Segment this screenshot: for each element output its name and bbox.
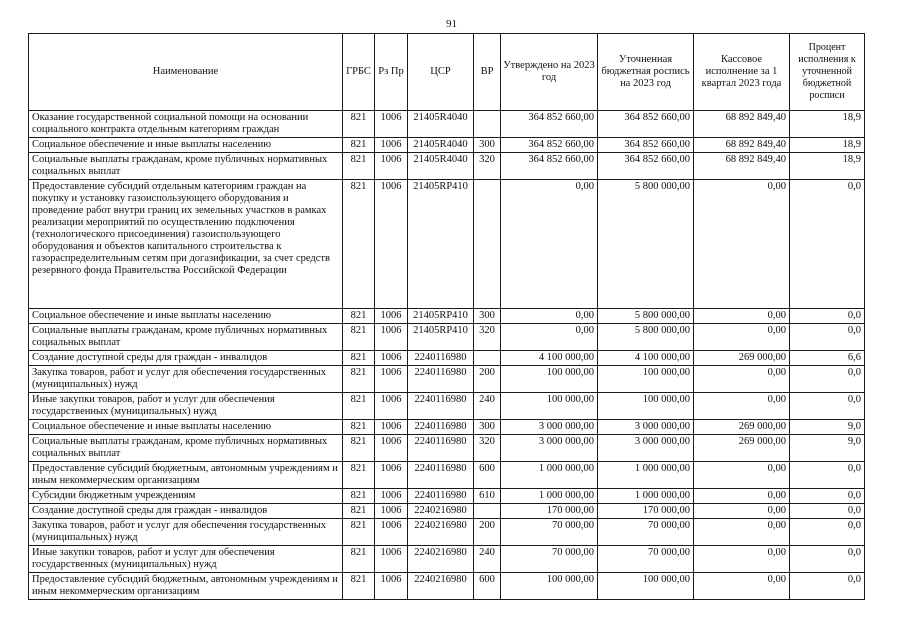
row-csr: 21405RP410 <box>408 180 474 309</box>
row-percent: 18,9 <box>790 111 865 138</box>
row-percent: 0,0 <box>790 366 865 393</box>
row-rzpr: 1006 <box>375 153 408 180</box>
row-approved: 364 852 660,00 <box>501 138 598 153</box>
row-cash: 0,00 <box>694 366 790 393</box>
row-grbs: 821 <box>343 393 375 420</box>
row-rzpr: 1006 <box>375 180 408 309</box>
row-refined: 364 852 660,00 <box>598 138 694 153</box>
table-row <box>29 435 865 462</box>
row-approved: 0,00 <box>501 324 598 351</box>
row-grbs: 821 <box>343 462 375 489</box>
row-vr: 320 <box>474 435 501 462</box>
row-name: Предоставление субсидий отдельным категориям граждан на покупку и установку газоиспользующего оборудования и проведение работ внутри границ их земельных участков в рамках реализации мероприятий по осуществлению подключения (технологического присоединения) газоиспользующего оборудования и объектов капитального строительства к газораспределительным сетям при догазификации, за счет средств резервного фонда Правительства Российской Федерации <box>29 180 343 309</box>
row-approved: 1 000 000,00 <box>501 489 598 504</box>
row-name: Субсидии бюджетным учреждениям <box>29 489 343 504</box>
row-refined: 5 800 000,00 <box>598 309 694 324</box>
row-csr: 2240116980 <box>408 462 474 489</box>
row-rzpr: 1006 <box>375 324 408 351</box>
row-grbs: 821 <box>343 138 375 153</box>
row-percent: 18,9 <box>790 153 865 180</box>
row-csr: 2240116980 <box>408 393 474 420</box>
row-percent: 0,0 <box>790 546 865 573</box>
row-grbs: 821 <box>343 309 375 324</box>
header-row <box>29 34 865 111</box>
row-vr: 200 <box>474 366 501 393</box>
header-rzpr: Рз Пр <box>375 34 408 111</box>
row-name: Иные закупки товаров, работ и услуг для обеспечения государственных (муниципальных) нужд <box>29 393 343 420</box>
row-csr: 2240116980 <box>408 435 474 462</box>
header-vr: ВР <box>474 34 501 111</box>
row-name: Закупка товаров, работ и услуг для обеспечения государственных (муниципальных) нужд <box>29 366 343 393</box>
row-cash: 0,00 <box>694 324 790 351</box>
header-percent: Процент исполнения к уточненной бюджетной росписи <box>790 34 865 111</box>
row-name: Социальное обеспечение и иные выплаты населению <box>29 309 343 324</box>
table-row <box>29 351 865 366</box>
row-name: Социальное обеспечение и иные выплаты населению <box>29 138 343 153</box>
row-approved: 100 000,00 <box>501 393 598 420</box>
row-csr: 2240216980 <box>408 573 474 600</box>
row-grbs: 821 <box>343 111 375 138</box>
row-cash: 0,00 <box>694 462 790 489</box>
row-vr: 200 <box>474 519 501 546</box>
row-grbs: 821 <box>343 351 375 366</box>
row-name: Социальное обеспечение и иные выплаты населению <box>29 420 343 435</box>
row-percent: 18,9 <box>790 138 865 153</box>
row-vr <box>474 351 501 366</box>
row-approved: 4 100 000,00 <box>501 351 598 366</box>
row-rzpr: 1006 <box>375 111 408 138</box>
table-row <box>29 393 865 420</box>
row-cash: 269 000,00 <box>694 351 790 366</box>
row-refined: 100 000,00 <box>598 366 694 393</box>
row-grbs: 821 <box>343 420 375 435</box>
row-approved: 364 852 660,00 <box>501 111 598 138</box>
row-name: Предоставление субсидий бюджетным, автономным учреждениям и иным некоммерческим организациям <box>29 573 343 600</box>
row-name: Оказание государственной социальной помощи на основании социального контракта отдельным категориям граждан <box>29 111 343 138</box>
row-approved: 170 000,00 <box>501 504 598 519</box>
page-number: 91 <box>446 18 457 30</box>
row-rzpr: 1006 <box>375 309 408 324</box>
row-refined: 1 000 000,00 <box>598 462 694 489</box>
row-cash: 68 892 849,40 <box>694 138 790 153</box>
row-percent: 9,0 <box>790 435 865 462</box>
row-vr <box>474 111 501 138</box>
header-cash: Кассовое исполнение за 1 квартал 2023 года <box>694 34 790 111</box>
row-vr: 240 <box>474 546 501 573</box>
row-grbs: 821 <box>343 504 375 519</box>
header-grbs: ГРБС <box>343 34 375 111</box>
row-csr: 21405R4040 <box>408 138 474 153</box>
table-row <box>29 111 865 138</box>
row-grbs: 821 <box>343 435 375 462</box>
header-refined: Уточненная бюджетная роспись на 2023 год <box>598 34 694 111</box>
row-percent: 0,0 <box>790 393 865 420</box>
row-vr: 300 <box>474 138 501 153</box>
row-rzpr: 1006 <box>375 489 408 504</box>
row-rzpr: 1006 <box>375 519 408 546</box>
row-rzpr: 1006 <box>375 435 408 462</box>
row-cash: 0,00 <box>694 573 790 600</box>
row-cash: 0,00 <box>694 519 790 546</box>
row-cash: 0,00 <box>694 489 790 504</box>
row-vr: 610 <box>474 489 501 504</box>
row-name: Социальные выплаты гражданам, кроме публичных нормативных социальных выплат <box>29 153 343 180</box>
row-grbs: 821 <box>343 519 375 546</box>
row-refined: 5 800 000,00 <box>598 180 694 309</box>
row-cash: 0,00 <box>694 180 790 309</box>
row-grbs: 821 <box>343 573 375 600</box>
row-csr: 21405R4040 <box>408 111 474 138</box>
table-row <box>29 366 865 393</box>
row-vr: 600 <box>474 573 501 600</box>
row-refined: 4 100 000,00 <box>598 351 694 366</box>
row-grbs: 821 <box>343 324 375 351</box>
row-approved: 0,00 <box>501 180 598 309</box>
row-rzpr: 1006 <box>375 138 408 153</box>
row-vr: 300 <box>474 420 501 435</box>
row-name: Социальные выплаты гражданам, кроме публичных нормативных социальных выплат <box>29 324 343 351</box>
row-csr: 21405R4040 <box>408 153 474 180</box>
row-cash: 269 000,00 <box>694 435 790 462</box>
row-percent: 0,0 <box>790 519 865 546</box>
row-cash: 68 892 849,40 <box>694 153 790 180</box>
row-csr: 2240216980 <box>408 546 474 573</box>
row-percent: 0,0 <box>790 573 865 600</box>
row-approved: 3 000 000,00 <box>501 435 598 462</box>
row-refined: 3 000 000,00 <box>598 420 694 435</box>
row-csr: 2240116980 <box>408 366 474 393</box>
row-rzpr: 1006 <box>375 573 408 600</box>
row-vr: 320 <box>474 324 501 351</box>
row-refined: 70 000,00 <box>598 546 694 573</box>
row-cash: 269 000,00 <box>694 420 790 435</box>
row-cash: 0,00 <box>694 546 790 573</box>
row-approved: 70 000,00 <box>501 546 598 573</box>
row-refined: 3 000 000,00 <box>598 435 694 462</box>
table-row <box>29 153 865 180</box>
row-csr: 21405RP410 <box>408 309 474 324</box>
row-vr: 240 <box>474 393 501 420</box>
row-percent: 0,0 <box>790 489 865 504</box>
row-refined: 364 852 660,00 <box>598 111 694 138</box>
row-grbs: 821 <box>343 180 375 309</box>
row-approved: 3 000 000,00 <box>501 420 598 435</box>
row-grbs: 821 <box>343 489 375 504</box>
table-row <box>29 138 865 153</box>
row-name: Создание доступной среды для граждан - инвалидов <box>29 351 343 366</box>
row-percent: 0,0 <box>790 504 865 519</box>
row-csr: 2240116980 <box>408 351 474 366</box>
row-csr: 2240216980 <box>408 519 474 546</box>
row-name: Закупка товаров, работ и услуг для обеспечения государственных (муниципальных) нужд <box>29 519 343 546</box>
row-approved: 70 000,00 <box>501 519 598 546</box>
row-percent: 0,0 <box>790 180 865 309</box>
row-refined: 364 852 660,00 <box>598 153 694 180</box>
row-cash: 0,00 <box>694 393 790 420</box>
row-rzpr: 1006 <box>375 393 408 420</box>
table-row <box>29 462 865 489</box>
row-approved: 100 000,00 <box>501 573 598 600</box>
row-vr <box>474 504 501 519</box>
row-refined: 170 000,00 <box>598 504 694 519</box>
row-csr: 2240116980 <box>408 420 474 435</box>
budget-table <box>28 33 865 600</box>
row-name: Предоставление субсидий бюджетным, автономным учреждениям и иным некоммерческим организациям <box>29 462 343 489</box>
table-row <box>29 504 865 519</box>
row-grbs: 821 <box>343 366 375 393</box>
table-row <box>29 420 865 435</box>
row-name: Иные закупки товаров, работ и услуг для обеспечения государственных (муниципальных) нужд <box>29 546 343 573</box>
row-name: Социальные выплаты гражданам, кроме публичных нормативных социальных выплат <box>29 435 343 462</box>
row-refined: 70 000,00 <box>598 519 694 546</box>
table-row <box>29 519 865 546</box>
row-approved: 1 000 000,00 <box>501 462 598 489</box>
header-csr: ЦСР <box>408 34 474 111</box>
row-cash: 0,00 <box>694 504 790 519</box>
row-grbs: 821 <box>343 153 375 180</box>
row-csr: 2240216980 <box>408 504 474 519</box>
header-name: Наименование <box>29 34 343 111</box>
row-percent: 0,0 <box>790 324 865 351</box>
row-refined: 100 000,00 <box>598 393 694 420</box>
row-rzpr: 1006 <box>375 546 408 573</box>
row-vr: 300 <box>474 309 501 324</box>
table-row <box>29 324 865 351</box>
row-csr: 2240116980 <box>408 489 474 504</box>
row-csr: 21405RP410 <box>408 324 474 351</box>
row-rzpr: 1006 <box>375 351 408 366</box>
row-percent: 0,0 <box>790 309 865 324</box>
row-approved: 0,00 <box>501 309 598 324</box>
row-vr: 320 <box>474 153 501 180</box>
row-approved: 100 000,00 <box>501 366 598 393</box>
row-name: Создание доступной среды для граждан - инвалидов <box>29 504 343 519</box>
row-approved: 364 852 660,00 <box>501 153 598 180</box>
row-rzpr: 1006 <box>375 504 408 519</box>
row-refined: 5 800 000,00 <box>598 324 694 351</box>
table-row <box>29 573 865 600</box>
row-rzpr: 1006 <box>375 366 408 393</box>
row-cash: 0,00 <box>694 309 790 324</box>
row-vr: 600 <box>474 462 501 489</box>
table-row <box>29 180 865 309</box>
row-refined: 100 000,00 <box>598 573 694 600</box>
row-rzpr: 1006 <box>375 462 408 489</box>
table-row <box>29 546 865 573</box>
row-rzpr: 1006 <box>375 420 408 435</box>
row-percent: 9,0 <box>790 420 865 435</box>
row-refined: 1 000 000,00 <box>598 489 694 504</box>
row-percent: 0,0 <box>790 462 865 489</box>
row-vr <box>474 180 501 309</box>
header-approved: Утверждено на 2023 год <box>501 34 598 111</box>
row-grbs: 821 <box>343 546 375 573</box>
table-row <box>29 309 865 324</box>
row-percent: 6,6 <box>790 351 865 366</box>
row-cash: 68 892 849,40 <box>694 111 790 138</box>
table-row <box>29 489 865 504</box>
